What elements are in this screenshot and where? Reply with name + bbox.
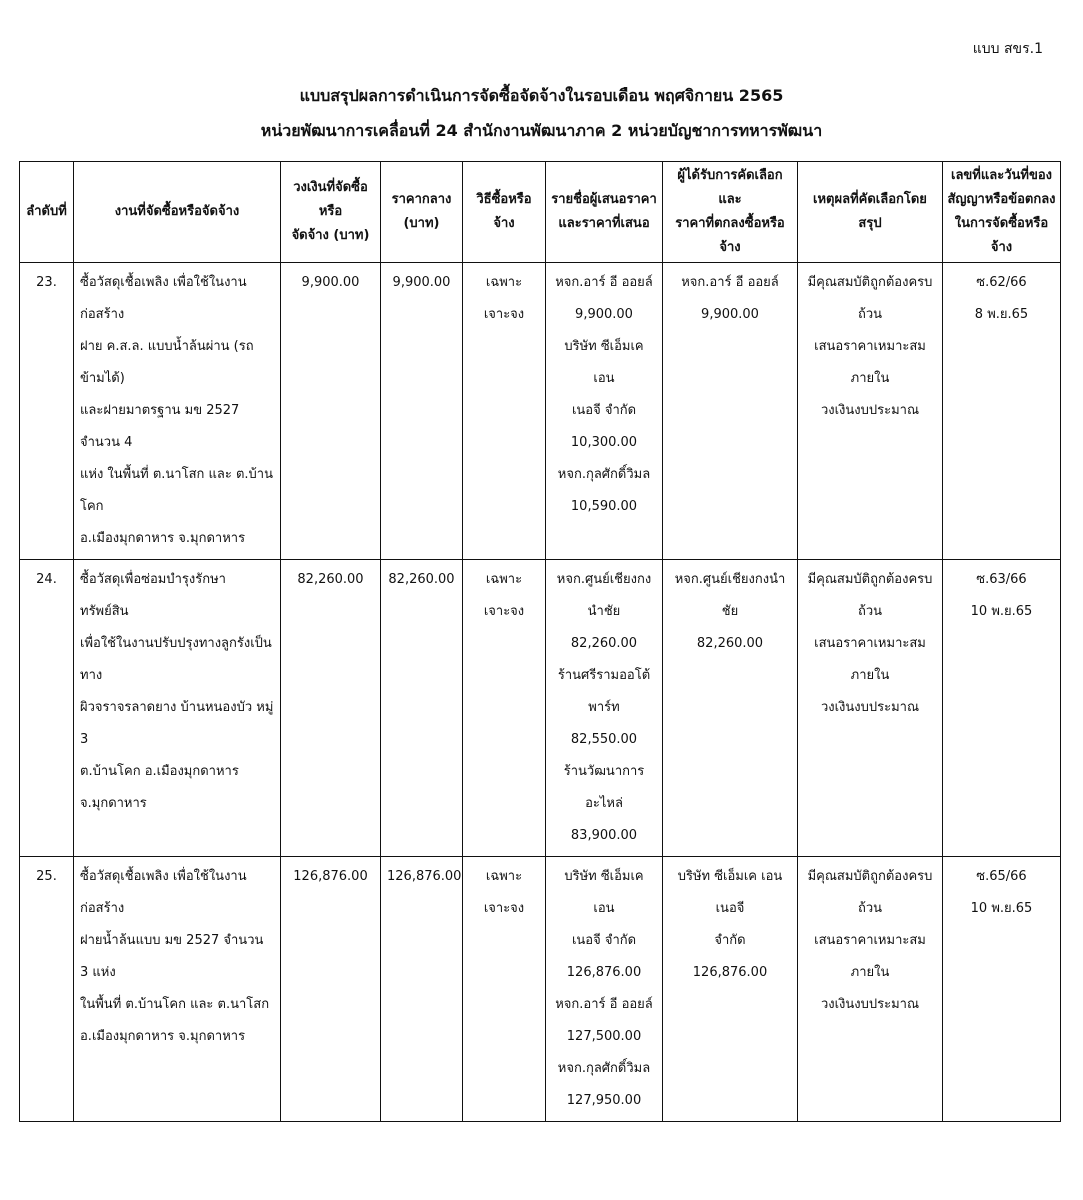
row-method: เฉพาะเจาะจง	[463, 263, 546, 560]
row-winner: หจก.อาร์ อี ออยล์ 9,900.00	[663, 263, 798, 560]
document-title: แบบสรุปผลการดำเนินการจัดซื้อจัดจ้างในรอบเดือน พฤศจิกายน 2565	[299, 86, 784, 105]
procurement-summary-table	[19, 161, 1061, 1122]
header-median-price: ราคากลาง (บาท)	[381, 162, 463, 263]
row-budget: 126,876.00	[281, 857, 381, 1122]
document-subtitle: หน่วยพัฒนาการเคลื่อนที่ 24 สำนักงานพัฒนาภาค 2 หน่วยบัญชาการทหารพัฒนา	[260, 121, 823, 140]
header-budget: วงเงินที่จัดซื้อหรือ จัดจ้าง (บาท)	[281, 162, 381, 263]
row-method: เฉพาะเจาะจง	[463, 560, 546, 857]
table-header-row	[20, 162, 1061, 263]
header-work: งานที่จัดซื้อหรือจัดจ้าง	[74, 162, 281, 263]
row-winner: บริษัท ซีเอ็มเค เอนเนอจี จำกัด 126,876.00	[663, 857, 798, 1122]
row-bidders: บริษัท ซีเอ็มเค เอน เนอจี จำกัด 126,876.00 หจก.อาร์ อี ออยล์ 127,500.00 หจก.กุลศักดิ์วิมล 127,950.00	[546, 857, 663, 1122]
row-no: 24.	[20, 560, 74, 857]
row-reason: มีคุณสมบัติถูกต้องครบถ้วน เสนอราคาเหมาะสมภายใน วงเงินงบประมาณ	[798, 857, 943, 1122]
row-work: ซื้อวัสดุเพื่อซ่อมบำรุงรักษาทรัพย์สิน เพื่อใช้ในงานปรับปรุงทางลูกรังเป็นทาง ผิวจราจรลาดยาง บ้านหนองบัว หมู่ 3 ต.บ้านโคก อ.เมืองมุกดาหาร จ.มุกดาหาร	[74, 560, 281, 857]
row-contract: ซ.63/66 10 พ.ย.65	[943, 560, 1061, 857]
header-no: ลำดับที่	[20, 162, 74, 263]
header-bidders: รายชื่อผู้เสนอราคา และราคาที่เสนอ	[546, 162, 663, 263]
table-row	[20, 560, 1061, 857]
header-contract: เลขที่และวันที่ของ สัญญาหรือข้อตกลง ในการจัดซื้อหรือจ้าง	[943, 162, 1061, 263]
row-median-price: 126,876.00	[381, 857, 463, 1122]
row-bidders: หจก.อาร์ อี ออยล์ 9,900.00 บริษัท ซีเอ็มเค เอน เนอจี จำกัด 10,300.00 หจก.กุลศักดิ์วิมล 10,590.00	[546, 263, 663, 560]
row-budget: 82,260.00	[281, 560, 381, 857]
row-no: 25.	[20, 857, 74, 1122]
row-median-price: 82,260.00	[381, 560, 463, 857]
row-method: เฉพาะเจาะจง	[463, 857, 546, 1122]
header-winner: ผู้ได้รับการคัดเลือกและ ราคาที่ตกลงซื้อหรือจ้าง	[663, 162, 798, 263]
header-reason: เหตุผลที่คัดเลือกโดยสรุป	[798, 162, 943, 263]
row-reason: มีคุณสมบัติถูกต้องครบถ้วน เสนอราคาเหมาะสมภายใน วงเงินงบประมาณ	[798, 263, 943, 560]
table-row	[20, 263, 1061, 560]
row-median-price: 9,900.00	[381, 263, 463, 560]
row-work: ซื้อวัสดุเชื้อเพลิง เพื่อใช้ในงานก่อสร้าง ฝาย ค.ส.ล. แบบน้ำล้นผ่าน (รถข้ามได้) และฝายมาตรฐาน มข 2527 จำนวน 4 แห่ง ในพื้นที่ ต.นาโสก และ ต.บ้านโคก อ.เมืองมุกดาหาร จ.มุกดาหาร	[74, 263, 281, 560]
table-row	[20, 857, 1061, 1122]
row-work: ซื้อวัสดุเชื้อเพลิง เพื่อใช้ในงานก่อสร้าง ฝายน้ำล้นแบบ มข 2527 จำนวน 3 แห่ง ในพื้นที่ ต.บ้านโคก และ ต.นาโสก อ.เมืองมุกดาหาร จ.มุกดาหาร	[74, 857, 281, 1122]
row-reason: มีคุณสมบัติถูกต้องครบถ้วน เสนอราคาเหมาะสมภายใน วงเงินงบประมาณ	[798, 560, 943, 857]
form-code: แบบ สขร.1	[972, 41, 1043, 57]
row-no: 23.	[20, 263, 74, 560]
row-contract: ซ.62/66 8 พ.ย.65	[943, 263, 1061, 560]
row-contract: ซ.65/66 10 พ.ย.65	[943, 857, 1061, 1122]
header-method: วิธีซื้อหรือจ้าง	[463, 162, 546, 263]
row-budget: 9,900.00	[281, 263, 381, 560]
row-winner: หจก.ศูนย์เชียงกงนำชัย 82,260.00	[663, 560, 798, 857]
row-bidders: หจก.ศูนย์เชียงกงนำชัย 82,260.00 ร้านศรีรามออโต้พาร์ท 82,550.00 ร้านวัฒนาการอะไหล่ 83,900.00	[546, 560, 663, 857]
